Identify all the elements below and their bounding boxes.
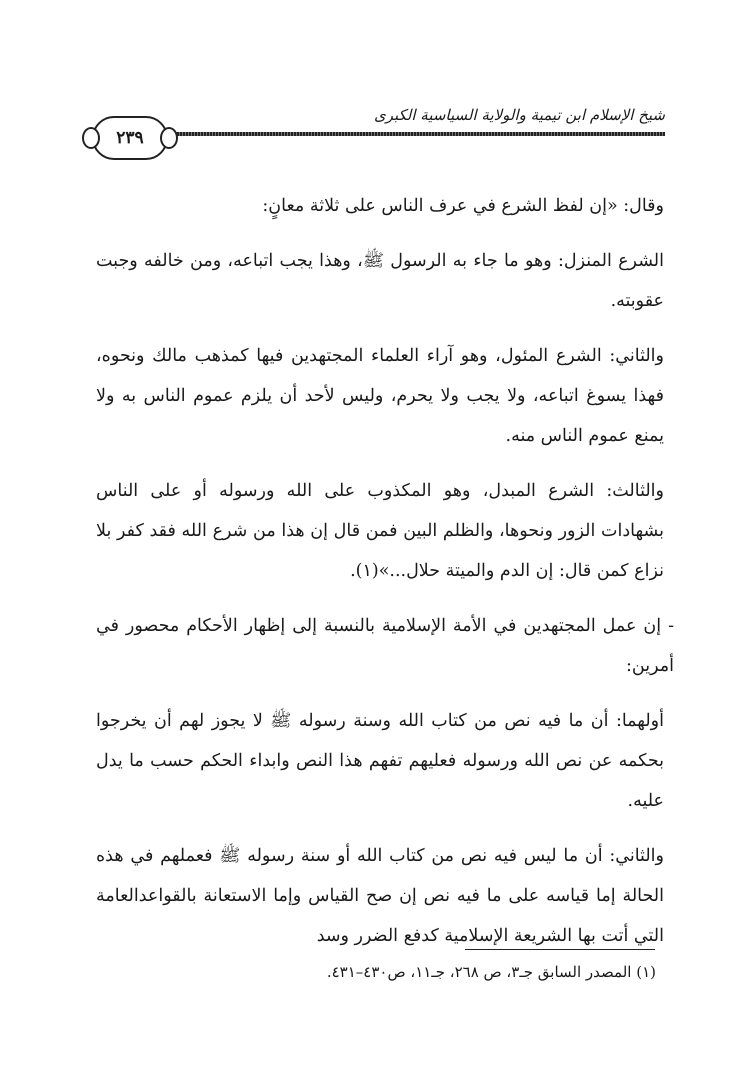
paragraph-second-matter: والثاني: أن ما ليس فيه نص من كتاب الله أو سنة رسوله ﷺ فعملهم في هذه الحالة إما قياسه على ما فيه نص إن صح القياس وإما الاستعانة بالقواعدالعامة التي أتت بها الشريعة الإسلامية كدفع الضرر وسد <box>96 846 664 946</box>
paragraph-mujtahid-work: - إن عمل المجتهدين في الأمة الإسلامية بالنسبة إلى إظهار الأحكام محصور في أمرين: <box>96 616 674 676</box>
paragraph-first-matter: أولهما: أن ما فيه نص من كتاب الله وسنة رسوله ﷺ لا يجوز لهم أن يخرجوا بحكمه عن نص الله ورسوله فعليهم تفهم هذا النص وابداء الحكم حسب ما يدل عليه. <box>96 711 664 811</box>
page-header <box>80 100 665 164</box>
paragraph-intro-quote: وقال: «إن لفظ الشرع في عرف الناس على ثلاثة معانٍ: <box>262 196 664 216</box>
paragraph-altered-law: والثالث: الشرع المبدل، وهو المكذوب على الله ورسوله أو على الناس بشهادات الزور ونحوها، والظلم البين فمن قال إن هذا من شرع الله فقد كفر بلا نزاع كمن قال: إن الدم والميتة حلال...»(١). <box>96 481 664 581</box>
header-rule <box>168 132 665 136</box>
footnote: (١) المصدر السابق جـ٣، ص ٢٦٨، جـ١١، ص٤٣٠–٤٣١. <box>326 963 656 981</box>
page-number-badge <box>92 116 168 160</box>
paragraph-interpreted-law: والثاني: الشرع المئول، وهو آراء العلماء المجتهدين فيها كمذهب مالك ونحوه، فهذا يسوغ اتباعه، ولا يجب ولا يحرم، وليس لأحد أن يلزم عموم الناس به ولا يمنع عموم الناس منه. <box>96 346 664 446</box>
paragraph-revealed-law: الشرع المنزل: وهو ما جاء به الرسول ﷺ، وهذا يجب اتباعه، ومن خالفه وجبت عقوبته. <box>96 251 664 311</box>
footnote-divider <box>465 949 655 950</box>
body-text <box>96 186 674 971</box>
running-title: شيخ الإسلام ابن تيمية والولاية السياسية الكبرى <box>373 106 665 124</box>
page-number: ٢٣٩ <box>116 128 144 148</box>
